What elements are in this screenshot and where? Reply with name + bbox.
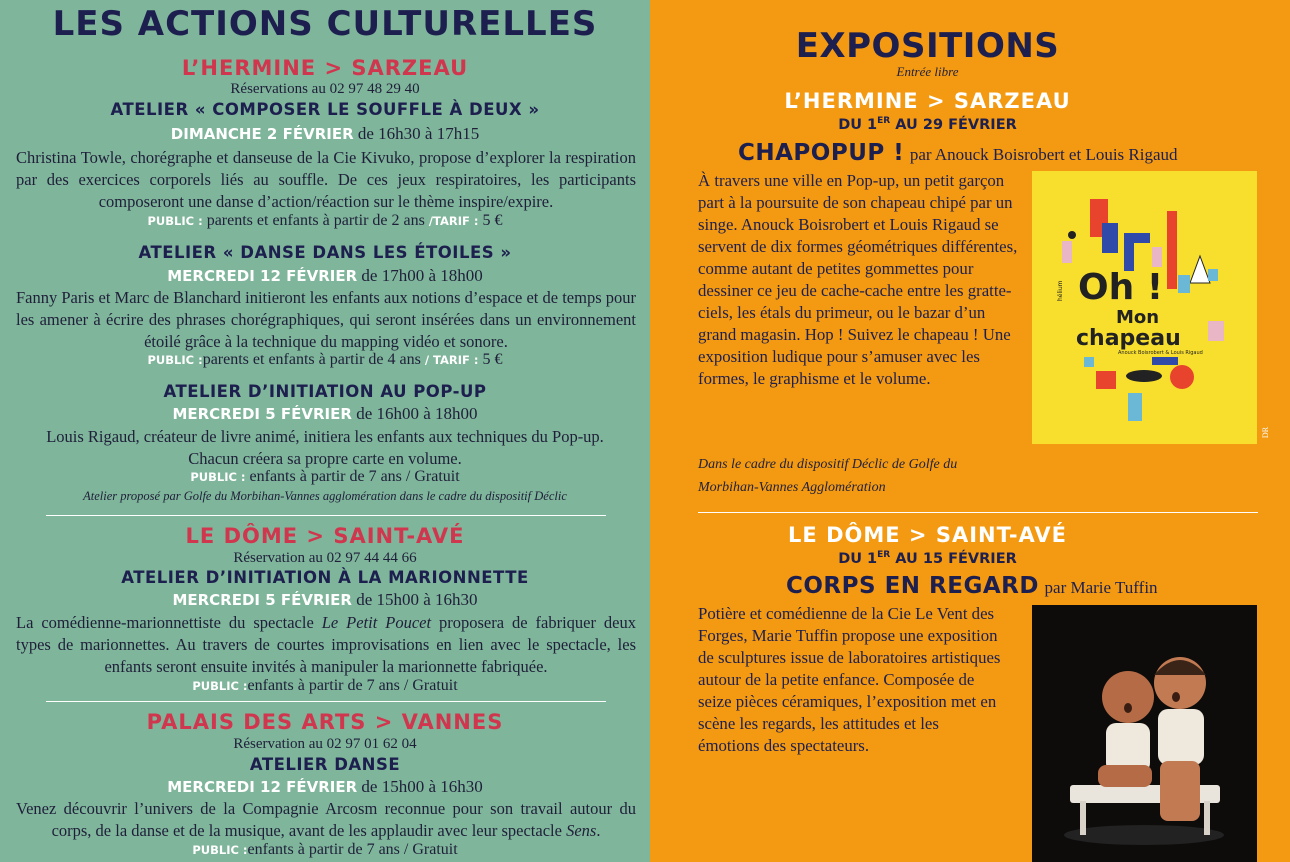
- atelier-public: PUBLIC :parents et enfants à partir de 4 ans / TARIF : 5 €: [147, 351, 503, 368]
- book-cover-illustration: [1032, 171, 1257, 444]
- atelier-title: ATELIER « COMPOSER LE SOUFFLE À DEUX »: [110, 100, 540, 119]
- atelier-date: MERCREDI 12 FÉVRIER de 17h00 à 18h00: [167, 266, 483, 285]
- subtitle: Entrée libre: [896, 64, 959, 79]
- divider: [46, 515, 606, 516]
- sculpture-illustration: [1032, 605, 1257, 862]
- expo-heading: CHAPOPUP ! par Anouck Boisrobert et Louis Rigaud: [738, 140, 1178, 166]
- reservation-hermine: Réservations au 02 97 48 29 40: [230, 81, 420, 97]
- section-title: EXPOSITIONS: [795, 26, 1060, 66]
- photo-credit: DR: [1261, 426, 1271, 439]
- atelier-description: La comédienne-marionnettiste du spectacle Le Petit Poucet proposera de fabriquer deux types de marionnettes. Au travers de courtes improvisations en lien avec le spectacle, les enfants seront ensuite invités à manipuler la marionnette fabriquée.: [16, 613, 636, 676]
- atelier-date: MERCREDI 5 FÉVRIER de 15h00 à 16h30: [172, 590, 478, 609]
- expo-dates: DU 1ER AU 15 FÉVRIER: [838, 550, 1017, 567]
- atelier-title: ATELIER D’INITIATION AU POP-UP: [163, 382, 487, 401]
- atelier-date: DIMANCHE 2 FÉVRIER de 16h30 à 17h15: [170, 124, 480, 143]
- book-publisher: hélium: [1057, 280, 1064, 301]
- page-title: LES ACTIONS CULTURELLES: [52, 4, 598, 44]
- atelier-title: ATELIER DANSE: [249, 755, 401, 774]
- expo-description: À travers une ville en Pop-up, un petit garçon part à la poursuite de son chapeau chipé par un singe. Anouck Boisrobert et Louis Rigaud se servent de dix formes géométriques différentes, comme autant de petites gommettes pour dessiner ce jeu de cache-cache entre les gratte-ciels, les étals du primeur, ou le bazar d’un grand magasin. Hop ! Suivez le chapeau ! Une exposition ludique pour s’amuser avec les formes, le graphisme et le volume.: [698, 171, 1018, 388]
- reservation-dome: Réservation au 02 97 44 44 66: [233, 550, 417, 566]
- atelier-title: ATELIER « DANSE DANS LES ÉTOILES »: [138, 243, 512, 262]
- sculpture-photo: [1032, 605, 1257, 862]
- atelier-public: PUBLIC :enfants à partir de 7 ans / Gratuit: [192, 677, 458, 694]
- book-authors: Anouck Boisrobert & Louis Rigaud: [1118, 350, 1203, 356]
- venue-dome: LE DÔME > SAINT-AVÉ: [185, 524, 465, 548]
- book-title-line2: Mon: [1116, 307, 1160, 328]
- venue-dome: LE DÔME > SAINT-AVÉ: [788, 523, 1067, 547]
- atelier-public: PUBLIC :enfants à partir de 7 ans / Gratuit: [192, 841, 458, 858]
- expo-heading: CORPS EN REGARD par Marie Tuffin: [786, 573, 1158, 599]
- atelier-description: Christina Towle, chorégraphe et danseuse de la Cie Kivuko, propose d’explorer la respiration par des exercices corporels liés au souffle. De ces jeux respiratoires, les participants composeront une danse d’action/réaction sur le thème inspire/expire.: [16, 148, 636, 211]
- book-title-line1: Oh !: [1078, 267, 1164, 308]
- venue-palais: PALAIS DES ARTS > VANNES: [146, 710, 504, 734]
- expo-note: Dans le cadre du dispositif Déclic de Golfe du Morbihan-Vannes Agglomération: [698, 457, 958, 495]
- divider: [698, 512, 1258, 513]
- book-cover-image: [1032, 171, 1257, 444]
- reservation-palais: Réservation au 02 97 01 62 04: [233, 736, 417, 752]
- book-title-line3: chapeau: [1076, 326, 1181, 351]
- atelier-date: MERCREDI 12 FÉVRIER de 15h00 à 16h30: [167, 777, 483, 796]
- venue-hermine: L’HERMINE > SARZEAU: [181, 56, 469, 80]
- atelier-public: PUBLIC : parents et enfants à partir de 2 ans /TARIF : 5 €: [147, 212, 503, 229]
- atelier-title: ATELIER D’INITIATION À LA MARIONNETTE: [121, 568, 529, 587]
- venue-hermine: L’HERMINE > SARZEAU: [784, 89, 1071, 113]
- atelier-note: Atelier proposé par Golfe du Morbihan-Vannes agglomération dans le cadre du dispositif Déclic: [83, 489, 567, 503]
- atelier-public: PUBLIC : enfants à partir de 7 ans / Gratuit: [190, 468, 460, 485]
- atelier-date: MERCREDI 5 FÉVRIER de 16h00 à 18h00: [172, 404, 478, 423]
- expo-description: Potière et comédienne de la Cie Le Vent des Forges, Marie Tuffin propose une exposition de sculptures issue de laboratoires artistiques autour de la petite enfance. Composée de seize pièces céramiques, l’exposition met en scène les regards, les attitudes et les émotions des spectateurs.: [698, 604, 1001, 755]
- expositions-panel: [650, 0, 1290, 862]
- atelier-description: Venez découvrir l’univers de la Compagnie Arcosm reconnue pour son travail autour du corps, de la danse et de la musique, avant de les applaudir avec leur spectacle Sens.: [16, 799, 636, 840]
- expo-dates: DU 1ER AU 29 FÉVRIER: [838, 116, 1017, 133]
- divider: [46, 701, 606, 702]
- atelier-description: Louis Rigaud, créateur de livre animé, initiera les enfants aux techniques du Pop-up. Chacun créera sa propre carte en volume.: [46, 427, 604, 468]
- atelier-description: Fanny Paris et Marc de Blanchard initieront les enfants aux notions d’espace et de temps pour les amener à écrire des phrases chorégraphiques, qui seront insérées dans un environnement étoilé grâce à la technique du mapping vidéo et sonore.: [16, 288, 636, 351]
